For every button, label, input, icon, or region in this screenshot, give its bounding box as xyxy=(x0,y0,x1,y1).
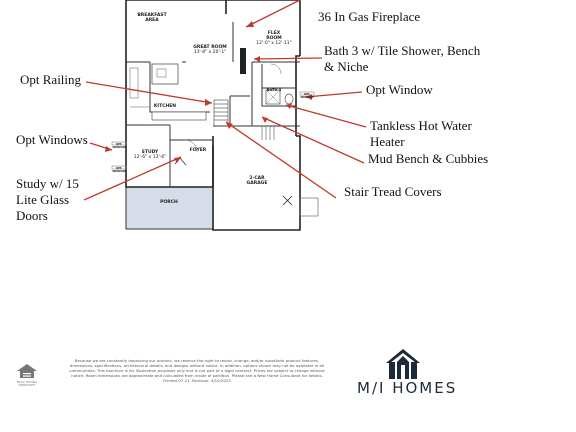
callout-opt-railing: Opt Railing xyxy=(20,72,82,87)
room-great-label: GREAT ROOM xyxy=(193,45,227,50)
leader-bath3 xyxy=(254,58,322,59)
room-kitchen: KITCHEN xyxy=(153,104,177,109)
room-flex-dim: 12'-0" x 12'-11" xyxy=(256,41,292,46)
opt-window-tag-bath: OPT. WINDOW xyxy=(300,93,314,99)
callout-mud-bench: Mud Bench & Cubbies xyxy=(368,151,489,166)
callout-fireplace: 36 In Gas Fireplace xyxy=(318,9,421,24)
room-garage: 2-CAR GARAGE xyxy=(246,176,268,186)
leader-mud-bench xyxy=(262,117,364,163)
opt-window-tag-study-1: OPT. WINDOW xyxy=(112,143,126,149)
mi-homes-logo-icon xyxy=(386,349,420,379)
brand-name: M/I HOMES xyxy=(357,379,458,397)
leader-opt-window xyxy=(306,92,362,97)
fireplace xyxy=(240,48,246,74)
callout-opt-window: Opt Window xyxy=(366,82,433,97)
equal-housing-icon xyxy=(17,364,37,378)
room-bath: BATH 3 xyxy=(266,88,282,92)
leader-stair xyxy=(226,122,336,198)
disclaimer-text: Because we are constantly improving our product, we reserve the right to revise, change, and/or substitute product features, dimensions, specifications, architectural details, and designs without notice. In addition, options shown may not be available in all communities. This brochure is for illustration purposes only and is not part of a legal contract. Prices are subject to change without notice. Room dimensions are approximate and calculated from inside of partition. Please see a New Home Consultant for details. Printed 07-21. Revision: 4/10/2023 xyxy=(69,358,325,383)
callout-opt-windows: Opt Windows xyxy=(16,132,88,147)
room-flex-label: FLEX ROOM xyxy=(266,31,282,41)
room-study-label: STUDY xyxy=(141,150,159,155)
water-heater-icon xyxy=(283,196,292,205)
callout-study-doors: Study w/ 15 Lite Glass Doors xyxy=(16,176,79,223)
eho-label: EQUAL HOUSING OPPORTUNITY xyxy=(16,381,38,387)
room-great xyxy=(190,45,230,55)
opt-window-tag-study-2: OPT. WINDOW xyxy=(112,167,126,173)
callout-stair-tread: Stair Tread Covers xyxy=(344,184,442,199)
room-study xyxy=(130,150,170,160)
room-great-dim: 13'-8" x 20'-1" xyxy=(193,50,227,55)
room-flex xyxy=(254,31,294,46)
stairs xyxy=(214,100,228,126)
room-study-dim: 12'-6" x 13'-6" xyxy=(133,155,167,160)
leader-fireplace xyxy=(246,0,300,27)
leader-tankless xyxy=(286,105,366,127)
room-breakfast: BREAKFAST AREA xyxy=(137,13,167,23)
room-foyer: FOYER xyxy=(189,148,207,153)
porch-area xyxy=(126,187,213,229)
callout-bath3: Bath 3 w/ Tile Shower, Bench & Niche xyxy=(324,43,481,74)
room-porch: PORCH xyxy=(160,200,178,205)
leader-opt-railing xyxy=(86,82,212,103)
callout-tankless: Tankless Hot Water Heater xyxy=(370,118,472,149)
